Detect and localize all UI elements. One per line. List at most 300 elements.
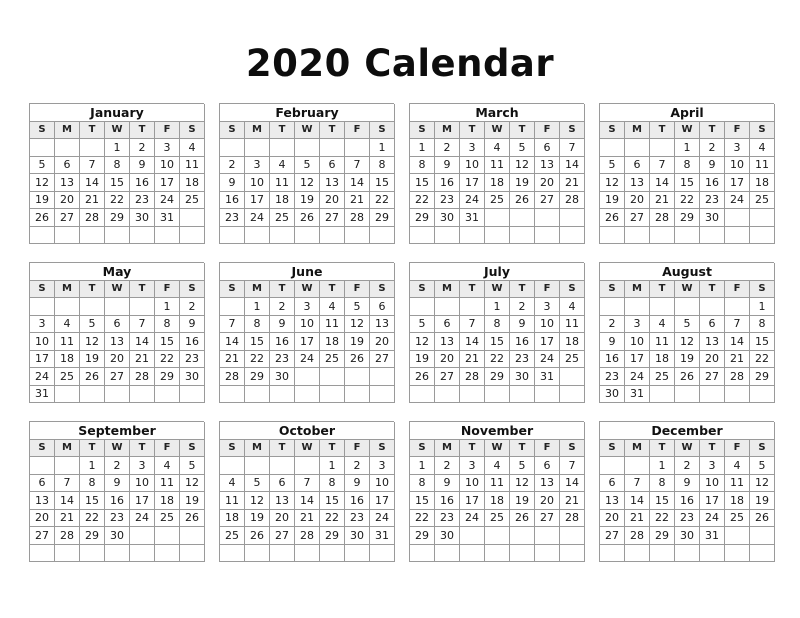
empty-cell xyxy=(295,545,320,563)
empty-cell xyxy=(750,209,775,227)
empty-cell xyxy=(220,227,245,245)
weekday-header: S xyxy=(220,122,245,140)
day-cell: 1 xyxy=(105,139,130,157)
empty-cell xyxy=(510,227,535,245)
day-cell: 28 xyxy=(295,527,320,545)
day-cell: 9 xyxy=(105,475,130,493)
day-cell: 12 xyxy=(180,475,205,493)
weekday-header: T xyxy=(130,122,155,140)
weekday-header: M xyxy=(435,122,460,140)
month-december xyxy=(599,421,774,562)
weekday-header: T xyxy=(460,281,485,299)
month-february xyxy=(219,103,394,244)
weekday-header: T xyxy=(320,440,345,458)
day-cell: 18 xyxy=(270,192,295,210)
weekday-header: W xyxy=(675,281,700,299)
day-cell: 13 xyxy=(600,492,625,510)
day-cell: 13 xyxy=(30,492,55,510)
day-cell: 19 xyxy=(245,510,270,528)
day-cell: 22 xyxy=(155,351,180,369)
empty-cell xyxy=(270,139,295,157)
empty-cell xyxy=(370,368,395,386)
empty-cell xyxy=(220,545,245,563)
month-january xyxy=(29,103,204,244)
empty-cell xyxy=(725,386,750,404)
month-name: November xyxy=(410,422,585,440)
day-cell: 30 xyxy=(435,209,460,227)
day-cell: 26 xyxy=(245,527,270,545)
day-cell: 10 xyxy=(460,157,485,175)
empty-cell xyxy=(80,139,105,157)
empty-cell xyxy=(55,298,80,316)
day-cell: 4 xyxy=(155,457,180,475)
day-cell: 13 xyxy=(55,174,80,192)
day-cell: 21 xyxy=(295,510,320,528)
day-cell: 11 xyxy=(155,475,180,493)
day-cell: 23 xyxy=(600,368,625,386)
empty-cell xyxy=(180,209,205,227)
day-cell: 11 xyxy=(650,333,675,351)
day-cell: 8 xyxy=(675,157,700,175)
day-cell: 15 xyxy=(675,174,700,192)
empty-cell xyxy=(560,209,585,227)
empty-cell xyxy=(410,386,435,404)
day-cell: 17 xyxy=(460,174,485,192)
day-cell: 27 xyxy=(105,368,130,386)
day-cell: 20 xyxy=(270,510,295,528)
day-cell: 11 xyxy=(485,157,510,175)
empty-cell xyxy=(245,545,270,563)
day-cell: 3 xyxy=(460,139,485,157)
day-cell: 16 xyxy=(435,492,460,510)
day-cell: 25 xyxy=(220,527,245,545)
day-cell: 13 xyxy=(270,492,295,510)
weekday-header: M xyxy=(55,122,80,140)
day-cell: 29 xyxy=(750,368,775,386)
day-cell: 27 xyxy=(535,192,560,210)
weekday-header: W xyxy=(295,281,320,299)
day-cell: 12 xyxy=(245,492,270,510)
day-cell: 4 xyxy=(320,298,345,316)
day-cell: 24 xyxy=(245,209,270,227)
day-cell: 25 xyxy=(485,510,510,528)
day-cell: 1 xyxy=(410,139,435,157)
day-cell: 28 xyxy=(55,527,80,545)
day-cell: 23 xyxy=(180,351,205,369)
day-cell: 16 xyxy=(510,333,535,351)
day-cell: 15 xyxy=(485,333,510,351)
day-cell: 20 xyxy=(370,333,395,351)
weekday-header: F xyxy=(345,440,370,458)
weekday-header: W xyxy=(675,440,700,458)
day-cell: 17 xyxy=(535,333,560,351)
empty-cell xyxy=(600,545,625,563)
day-cell: 11 xyxy=(55,333,80,351)
empty-cell xyxy=(55,545,80,563)
day-cell: 18 xyxy=(155,492,180,510)
day-cell: 3 xyxy=(245,157,270,175)
day-cell: 23 xyxy=(700,192,725,210)
weekday-header: S xyxy=(370,281,395,299)
day-cell: 5 xyxy=(180,457,205,475)
day-cell: 27 xyxy=(625,209,650,227)
day-cell: 29 xyxy=(105,209,130,227)
day-cell: 16 xyxy=(675,492,700,510)
empty-cell xyxy=(220,298,245,316)
day-cell: 10 xyxy=(30,333,55,351)
day-cell: 8 xyxy=(410,475,435,493)
weekday-header: S xyxy=(410,122,435,140)
day-cell: 3 xyxy=(625,316,650,334)
day-cell: 30 xyxy=(180,368,205,386)
empty-cell xyxy=(155,545,180,563)
day-cell: 8 xyxy=(155,316,180,334)
day-cell: 14 xyxy=(220,333,245,351)
day-cell: 4 xyxy=(220,475,245,493)
empty-cell xyxy=(435,386,460,404)
empty-cell xyxy=(600,298,625,316)
month-august xyxy=(599,262,774,403)
month-november xyxy=(409,421,584,562)
weekday-header: T xyxy=(320,281,345,299)
day-cell: 27 xyxy=(320,209,345,227)
day-cell: 23 xyxy=(220,209,245,227)
empty-cell xyxy=(345,545,370,563)
day-cell: 11 xyxy=(320,316,345,334)
day-cell: 11 xyxy=(750,157,775,175)
day-cell: 25 xyxy=(560,351,585,369)
empty-cell xyxy=(270,386,295,404)
day-cell: 24 xyxy=(130,510,155,528)
day-cell: 3 xyxy=(30,316,55,334)
day-cell: 7 xyxy=(460,316,485,334)
day-cell: 5 xyxy=(750,457,775,475)
day-cell: 7 xyxy=(725,316,750,334)
day-cell: 27 xyxy=(700,368,725,386)
day-cell: 15 xyxy=(370,174,395,192)
empty-cell xyxy=(410,545,435,563)
day-cell: 4 xyxy=(750,139,775,157)
empty-cell xyxy=(320,139,345,157)
day-cell: 6 xyxy=(600,475,625,493)
day-cell: 10 xyxy=(370,475,395,493)
day-cell: 2 xyxy=(270,298,295,316)
day-cell: 25 xyxy=(725,510,750,528)
day-cell: 20 xyxy=(535,492,560,510)
weekday-header: F xyxy=(155,440,180,458)
day-cell: 7 xyxy=(295,475,320,493)
day-cell: 1 xyxy=(750,298,775,316)
month-june xyxy=(219,262,394,403)
day-cell: 22 xyxy=(750,351,775,369)
day-cell: 14 xyxy=(80,174,105,192)
day-cell: 17 xyxy=(370,492,395,510)
day-cell: 2 xyxy=(345,457,370,475)
day-cell: 8 xyxy=(105,157,130,175)
day-cell: 28 xyxy=(625,527,650,545)
day-cell: 20 xyxy=(55,192,80,210)
day-cell: 13 xyxy=(625,174,650,192)
day-cell: 2 xyxy=(180,298,205,316)
day-cell: 5 xyxy=(295,157,320,175)
day-cell: 5 xyxy=(245,475,270,493)
day-cell: 7 xyxy=(80,157,105,175)
day-cell: 30 xyxy=(600,386,625,404)
empty-cell xyxy=(30,227,55,245)
day-cell: 19 xyxy=(675,351,700,369)
empty-cell xyxy=(220,386,245,404)
day-cell: 11 xyxy=(270,174,295,192)
empty-cell xyxy=(155,227,180,245)
day-cell: 26 xyxy=(510,192,535,210)
day-cell: 20 xyxy=(30,510,55,528)
weekday-header: T xyxy=(460,122,485,140)
weekday-header: T xyxy=(700,281,725,299)
day-cell: 15 xyxy=(320,492,345,510)
weekday-header: S xyxy=(180,122,205,140)
empty-cell xyxy=(180,527,205,545)
weekday-header: T xyxy=(510,281,535,299)
day-cell: 4 xyxy=(725,457,750,475)
empty-cell xyxy=(675,545,700,563)
month-may xyxy=(29,262,204,403)
day-cell: 1 xyxy=(675,139,700,157)
weekday-header: S xyxy=(560,281,585,299)
empty-cell xyxy=(30,457,55,475)
day-cell: 25 xyxy=(320,351,345,369)
day-cell: 27 xyxy=(535,510,560,528)
empty-cell xyxy=(295,457,320,475)
day-cell: 6 xyxy=(435,316,460,334)
day-cell: 2 xyxy=(130,139,155,157)
day-cell: 4 xyxy=(485,139,510,157)
month-name: September xyxy=(30,422,205,440)
day-cell: 6 xyxy=(105,316,130,334)
day-cell: 13 xyxy=(105,333,130,351)
empty-cell xyxy=(650,545,675,563)
day-cell: 16 xyxy=(220,192,245,210)
empty-cell xyxy=(220,139,245,157)
day-cell: 1 xyxy=(245,298,270,316)
weekday-header: M xyxy=(435,440,460,458)
day-cell: 18 xyxy=(560,333,585,351)
day-cell: 8 xyxy=(410,157,435,175)
weekday-header: S xyxy=(750,122,775,140)
day-cell: 9 xyxy=(345,475,370,493)
day-cell: 14 xyxy=(295,492,320,510)
day-cell: 20 xyxy=(105,351,130,369)
day-cell: 21 xyxy=(130,351,155,369)
empty-cell xyxy=(105,545,130,563)
empty-cell xyxy=(345,386,370,404)
month-name: July xyxy=(410,263,585,281)
day-cell: 31 xyxy=(535,368,560,386)
empty-cell xyxy=(410,227,435,245)
empty-cell xyxy=(80,545,105,563)
day-cell: 18 xyxy=(485,174,510,192)
day-cell: 3 xyxy=(700,457,725,475)
empty-cell xyxy=(345,368,370,386)
weekday-header: T xyxy=(80,440,105,458)
day-cell: 14 xyxy=(460,333,485,351)
day-cell: 15 xyxy=(750,333,775,351)
day-cell: 12 xyxy=(600,174,625,192)
day-cell: 11 xyxy=(560,316,585,334)
day-cell: 19 xyxy=(600,192,625,210)
empty-cell xyxy=(80,386,105,404)
month-name: June xyxy=(220,263,395,281)
day-cell: 21 xyxy=(345,192,370,210)
day-cell: 7 xyxy=(625,475,650,493)
day-cell: 31 xyxy=(30,386,55,404)
empty-cell xyxy=(130,227,155,245)
page-title: 2020 Calendar xyxy=(245,42,555,85)
day-cell: 4 xyxy=(560,298,585,316)
month-april xyxy=(599,103,774,244)
empty-cell xyxy=(295,386,320,404)
weekday-header: T xyxy=(130,440,155,458)
day-cell: 2 xyxy=(105,457,130,475)
day-cell: 8 xyxy=(750,316,775,334)
empty-cell xyxy=(510,386,535,404)
empty-cell xyxy=(370,545,395,563)
day-cell: 8 xyxy=(650,475,675,493)
day-cell: 27 xyxy=(55,209,80,227)
weekday-header: M xyxy=(55,281,80,299)
weekday-header: F xyxy=(535,122,560,140)
day-cell: 26 xyxy=(750,510,775,528)
month-name: October xyxy=(220,422,395,440)
day-cell: 14 xyxy=(560,157,585,175)
day-cell: 9 xyxy=(180,316,205,334)
day-cell: 2 xyxy=(220,157,245,175)
day-cell: 26 xyxy=(410,368,435,386)
empty-cell xyxy=(485,386,510,404)
month-name: March xyxy=(410,104,585,122)
day-cell: 17 xyxy=(725,174,750,192)
empty-cell xyxy=(130,527,155,545)
day-cell: 3 xyxy=(535,298,560,316)
day-cell: 23 xyxy=(675,510,700,528)
weekday-header: S xyxy=(410,281,435,299)
day-cell: 17 xyxy=(30,351,55,369)
weekday-header: F xyxy=(155,122,180,140)
day-cell: 26 xyxy=(510,510,535,528)
day-cell: 28 xyxy=(130,368,155,386)
day-cell: 12 xyxy=(510,475,535,493)
day-cell: 8 xyxy=(80,475,105,493)
day-cell: 20 xyxy=(600,510,625,528)
day-cell: 2 xyxy=(600,316,625,334)
day-cell: 5 xyxy=(345,298,370,316)
day-cell: 10 xyxy=(295,316,320,334)
empty-cell xyxy=(435,545,460,563)
day-cell: 25 xyxy=(180,192,205,210)
day-cell: 9 xyxy=(510,316,535,334)
day-cell: 23 xyxy=(435,192,460,210)
weekday-header: W xyxy=(295,122,320,140)
day-cell: 4 xyxy=(650,316,675,334)
empty-cell xyxy=(675,386,700,404)
day-cell: 22 xyxy=(80,510,105,528)
empty-cell xyxy=(600,227,625,245)
day-cell: 1 xyxy=(370,139,395,157)
empty-cell xyxy=(700,386,725,404)
day-cell: 24 xyxy=(725,192,750,210)
day-cell: 26 xyxy=(180,510,205,528)
day-cell: 10 xyxy=(625,333,650,351)
day-cell: 20 xyxy=(625,192,650,210)
day-cell: 26 xyxy=(80,368,105,386)
empty-cell xyxy=(460,386,485,404)
weekday-header: T xyxy=(700,440,725,458)
empty-cell xyxy=(270,457,295,475)
empty-cell xyxy=(675,298,700,316)
day-cell: 29 xyxy=(410,209,435,227)
weekday-header: T xyxy=(650,440,675,458)
empty-cell xyxy=(650,298,675,316)
weekday-header: M xyxy=(245,281,270,299)
day-cell: 9 xyxy=(435,157,460,175)
day-cell: 25 xyxy=(155,510,180,528)
day-cell: 18 xyxy=(650,351,675,369)
empty-cell xyxy=(535,227,560,245)
day-cell: 22 xyxy=(410,192,435,210)
day-cell: 24 xyxy=(295,351,320,369)
weekday-header: T xyxy=(510,122,535,140)
day-cell: 22 xyxy=(105,192,130,210)
day-cell: 30 xyxy=(270,368,295,386)
day-cell: 21 xyxy=(220,351,245,369)
day-cell: 15 xyxy=(410,174,435,192)
day-cell: 15 xyxy=(410,492,435,510)
day-cell: 15 xyxy=(80,492,105,510)
empty-cell xyxy=(700,298,725,316)
empty-cell xyxy=(625,139,650,157)
empty-cell xyxy=(725,209,750,227)
month-october xyxy=(219,421,394,562)
day-cell: 26 xyxy=(295,209,320,227)
empty-cell xyxy=(180,545,205,563)
weekday-header: S xyxy=(370,440,395,458)
empty-cell xyxy=(130,545,155,563)
empty-cell xyxy=(320,545,345,563)
day-cell: 2 xyxy=(700,139,725,157)
weekday-header: S xyxy=(180,281,205,299)
day-cell: 17 xyxy=(155,174,180,192)
day-cell: 7 xyxy=(650,157,675,175)
empty-cell xyxy=(55,227,80,245)
weekday-header: T xyxy=(510,440,535,458)
empty-cell xyxy=(460,298,485,316)
day-cell: 24 xyxy=(460,192,485,210)
day-cell: 31 xyxy=(700,527,725,545)
empty-cell xyxy=(105,386,130,404)
weekday-header: S xyxy=(220,281,245,299)
day-cell: 21 xyxy=(560,492,585,510)
weekday-header: M xyxy=(625,281,650,299)
empty-cell xyxy=(750,545,775,563)
weekday-header: T xyxy=(270,122,295,140)
day-cell: 9 xyxy=(130,157,155,175)
day-cell: 30 xyxy=(510,368,535,386)
day-cell: 26 xyxy=(345,351,370,369)
day-cell: 23 xyxy=(130,192,155,210)
weekday-header: W xyxy=(675,122,700,140)
day-cell: 3 xyxy=(130,457,155,475)
weekday-header: T xyxy=(80,122,105,140)
day-cell: 31 xyxy=(155,209,180,227)
